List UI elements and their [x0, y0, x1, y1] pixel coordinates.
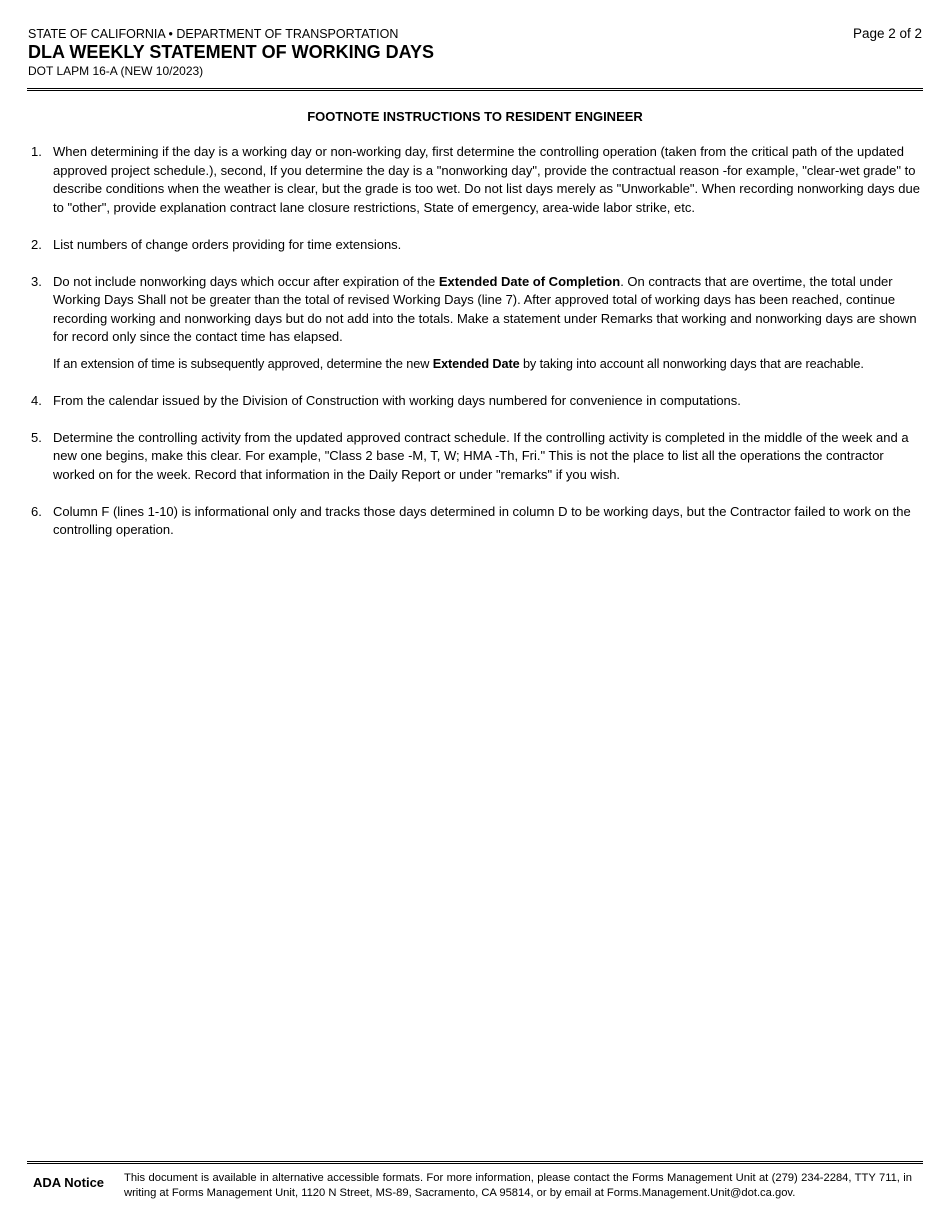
- instruction-item: [28, 503, 922, 540]
- instruction-number: 5.: [31, 429, 42, 445]
- instruction-number: 1.: [31, 144, 42, 159]
- form-title: DLA WEEKLY STATEMENT OF WORKING DAYS: [28, 42, 435, 62]
- instruction-text: When determining if the day is a working day or non-working day, first determine the controlling operation (taken from the critical path of the updated approved project schedule.), second, If you determine the day is a "nonworking day", provide the contractual reason -for example, "clear-wet grade" to describe conditions when the weather is clear, but the grade is too wet. Do not list days merely as "Unworkable". When recording nonworking days due to "other", provide explanation contract lane closure restrictions, State of emergency, area-wide labor strike, etc.: [53, 144, 920, 215]
- page-number: Page 2 of 2: [852, 26, 922, 41]
- ada-notice-text: This document is available in alternative accessible formats. For more information, please contact the Forms Management Unit at (279) 234-2284, TTY 711, in writing at Forms Management Unit, 1120 N Street, MS-89, Sacramento, CA 95814, or by email at Forms.Management.Unit@dot.ca.gov.: [124, 1172, 912, 1199]
- form-number: DOT LAPM 16-A (NEW 10/2023): [28, 64, 204, 78]
- instruction-text: List numbers of change orders providing for time extensions.: [53, 236, 402, 252]
- section-heading: FOOTNOTE INSTRUCTIONS TO RESIDENT ENGINEER: [307, 109, 643, 124]
- instruction-number: 2.: [31, 236, 42, 252]
- header-divider: [27, 88, 923, 91]
- instruction-number: 3.: [31, 273, 42, 289]
- instruction-item: [28, 236, 922, 255]
- extended-date-of-completion-term: Extended Date of Completion: [438, 273, 621, 289]
- instructions-list: [28, 143, 922, 558]
- instruction-item: [28, 273, 922, 374]
- footer-divider: [27, 1161, 923, 1164]
- subparagraph-text-part: by taking into account all nonworking days that are reachable.: [519, 356, 864, 371]
- instruction-text-part: Do not include nonworking days which occur after expiration of the: [53, 273, 439, 289]
- instruction-item: [28, 429, 922, 485]
- agency-line: STATE OF CALIFORNIA • DEPARTMENT OF TRANSPORTATION: [28, 27, 399, 41]
- instruction-item: [28, 392, 922, 411]
- instruction-text-part: . On contracts that are overtime, the total under Working Days Shall not be greater than the total of revised Working Days (line 7). After approved total of working days has been reached, continue recording working and nonworking days but do not add into the totals. Make a statement under Remarks that working and nonworking days are shown for record only since the contact time has elapsed.: [53, 273, 917, 344]
- instruction-text: From the calendar issued by the Division of Construction with working days numbered for convenience in computations.: [53, 392, 741, 408]
- subparagraph-text-part: If an extension of time is subsequently approved, determine the new: [53, 356, 433, 371]
- instruction-subparagraph: [53, 355, 922, 374]
- instruction-text: [53, 274, 917, 345]
- instruction-number: 4.: [31, 392, 42, 408]
- extended-date-term: Extended Date: [432, 356, 520, 371]
- instruction-text: Determine the controlling activity from the updated approved contract schedule. If the controlling activity is completed in the middle of the week and a new one begins, make this clear. For example, "Class 2 base -M, T, W; HMA -Th, Fri." This is not the place to list all the operations the contractor worked on for the week. Record that information in the Daily Report or under "remarks" if you wish.: [53, 429, 909, 482]
- ada-notice-label: ADA Notice: [33, 1175, 105, 1190]
- instruction-item: [28, 143, 922, 217]
- instruction-text: Column F (lines 1-10) is informational only and tracks those days determined in column D to be working days, but the Contractor failed to work on the controlling operation.: [53, 503, 911, 537]
- instruction-number: 6.: [31, 503, 42, 519]
